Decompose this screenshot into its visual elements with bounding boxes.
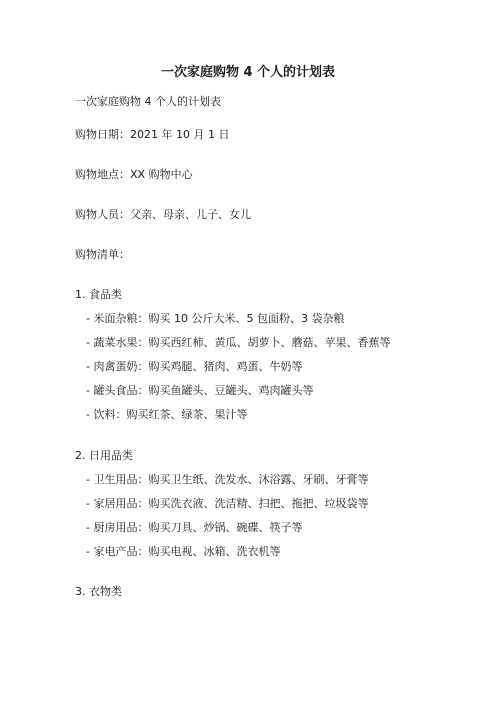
document-subtitle: 一次家庭购物 4 个人的计划表 bbox=[75, 95, 221, 108]
shopping-location: 购物地点：XX 购物中心 bbox=[75, 168, 193, 181]
document-title: 一次家庭购物 4 个人的计划表 bbox=[160, 65, 336, 80]
shopping-people: 购物人员：父亲、母亲、儿子、女儿 bbox=[75, 208, 251, 221]
list-item: - 家电产品：购买电视、冰箱、洗衣机等 bbox=[86, 545, 281, 558]
shopping-list-heading: 购物清单： bbox=[75, 248, 130, 261]
list-item: - 米面杂粮：购买 10 公斤大米、5 包面粉、3 袋杂粮 bbox=[86, 312, 345, 325]
section-heading-daily-goods: 2. 日用品类 bbox=[75, 449, 133, 462]
list-item: - 厨房用品：购买刀具、炒锅、碗碟、筷子等 bbox=[86, 521, 303, 534]
list-item: - 饮料：购买红茶、绿茶、果汁等 bbox=[86, 408, 248, 421]
list-item: - 肉禽蛋奶：购买鸡腿、猪肉、鸡蛋、牛奶等 bbox=[86, 360, 303, 373]
shopping-date: 购物日期：2021 年 10 月 1 日 bbox=[75, 128, 230, 141]
section-heading-clothing: 3. 衣物类 bbox=[75, 585, 122, 598]
section-heading-food: 1. 食品类 bbox=[75, 288, 122, 301]
list-item: - 蔬菜水果：购买西红柿、黄瓜、胡萝卜、蘑菇、苹果、香蕉等 bbox=[86, 336, 391, 349]
list-item: - 家居用品：购买洗衣液、洗洁精、扫把、拖把、垃圾袋等 bbox=[86, 497, 369, 510]
list-item: - 罐头食品：购买鱼罐头、豆罐头、鸡肉罐头等 bbox=[86, 384, 314, 397]
list-item: - 卫生用品：购买卫生纸、洗发水、沐浴露、牙刷、牙膏等 bbox=[86, 473, 369, 486]
